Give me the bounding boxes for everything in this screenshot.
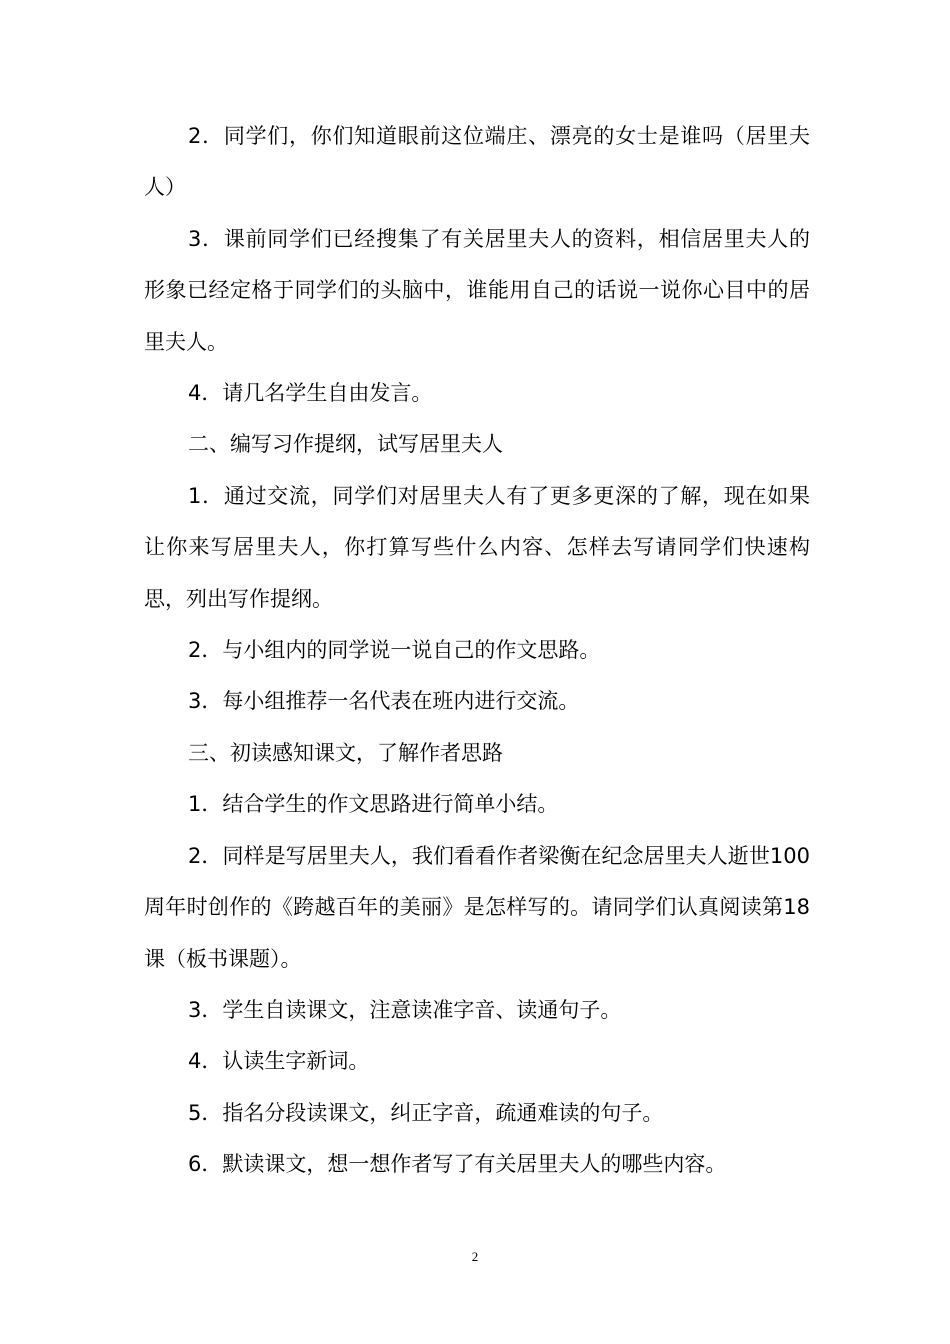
paragraph: 3．学生自读课文，注意读准字音、读通句子。 <box>188 997 622 1022</box>
paragraph: 6．默读课文，想一想作者写了有关居里夫人的哪些内容。 <box>188 1152 727 1177</box>
paragraph: 1．通过交流，同学们对居里夫人有了更多更深的了解，现在如果让你来写居里夫人，你打算写些什么内容、怎样去写请同学们快速构思，列出写作提纲。 <box>144 483 810 611</box>
paragraph: 2．同样是写居里夫人，我们看看作者梁衡在纪念居里夫人逝世100周年时创作的《跨越百年的美丽》是怎样写的。请同学们认真阅读第18课（板书课题）。 <box>144 843 810 971</box>
paragraph: 2．同学们，你们知道眼前这位端庄、漂亮的女士是谁吗（居里夫人） <box>144 124 810 200</box>
paragraph: 4．请几名学生自由发言。 <box>188 381 433 406</box>
document-body <box>144 111 810 1191</box>
paragraph: 4．认读生字新词。 <box>188 1049 370 1074</box>
paragraph: 3．课前同学们已经搜集了有关居里夫人的资料，相信居里夫人的形象已经定格于同学们的头脑中，谁能用自己的话说一说你心目中的居里夫人。 <box>144 226 810 354</box>
section-heading: 三、初读感知课文，了解作者思路 <box>188 740 503 765</box>
paragraph: 5．指名分段读课文，纠正字音，疏通难读的句子。 <box>188 1100 664 1125</box>
paragraph: 1．结合学生的作文思路进行简单小结。 <box>188 792 559 817</box>
section-heading: 二、编写习作提纲，试写居里夫人 <box>188 432 503 457</box>
paragraph: 2．与小组内的同学说一说自己的作文思路。 <box>188 638 601 663</box>
page-number: 2 <box>471 1249 479 1264</box>
paragraph: 3．每小组推荐一名代表在班内进行交流。 <box>188 689 580 714</box>
